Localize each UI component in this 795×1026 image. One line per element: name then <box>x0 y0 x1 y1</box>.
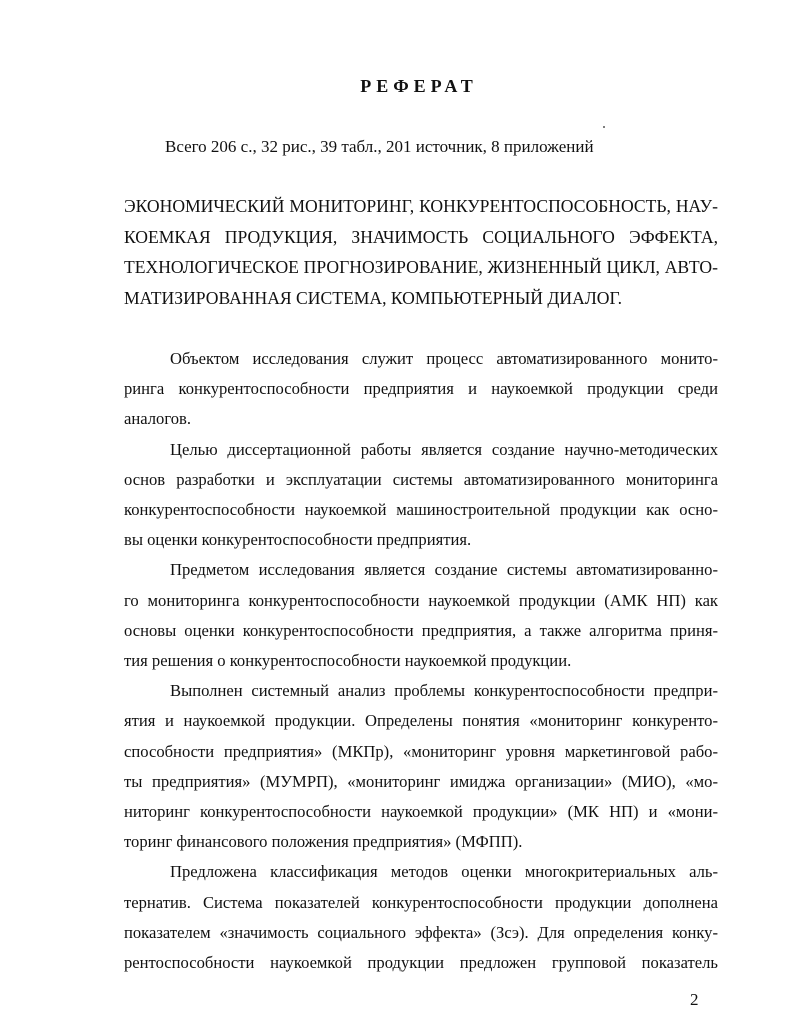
text-line: конкурентоспособности наукоемкой машиностроительной продукции как осно- <box>124 500 718 520</box>
text-line: основы оценки конкурентоспособности предприятия, а также алгоритма приня- <box>124 620 718 640</box>
text-line: показателем «значимость социального эффекта» (Зсэ). Для определения конку- <box>124 922 718 942</box>
text-line: рентоспособности наукоемкой продукции предложен групповой показатель <box>124 953 718 973</box>
text-line: ниторинг конкурентоспособности наукоемкой продукции» (МК НП) и «мони- <box>124 802 718 822</box>
text-line: способности предприятия» (МКПр), «мониторинг уровня маркетинговой рабо- <box>124 741 718 761</box>
text-line: ты предприятия» (МУМРП), «мониторинг имиджа организации» (МИО), «мо- <box>124 771 718 791</box>
text-line: го мониторинга конкурентоспособности наукоемкой продукции (АМК НП) как <box>124 590 718 610</box>
abstract-body <box>124 344 718 978</box>
text-line: Предметом исследования является создание системы автоматизированно- <box>170 560 718 580</box>
text-line: торинг финансового положения предприятия» (МФПП). <box>124 832 523 852</box>
text-line: основ разработки и эксплуатации системы автоматизированного мониторинга <box>124 469 718 489</box>
keywords-line: МАТИЗИРОВАННАЯ СИСТЕМА, КОМПЬЮТЕРНЫЙ ДИАЛОГ. <box>124 287 623 308</box>
text-line: Выполнен системный анализ проблемы конкурентоспособности предпри- <box>170 681 718 701</box>
text-line: Предложена классификация методов оценки многокритериальных аль- <box>170 862 718 882</box>
paragraph-classification <box>124 857 718 978</box>
scan-speck <box>603 126 605 128</box>
text-line: тернатив. Система показателей конкурентоспособности продукции дополнена <box>124 892 718 912</box>
keywords-line: КОЕМКАЯ ПРОДУКЦИЯ, ЗНАЧИМОСТЬ СОЦИАЛЬНОГО ЭФФЕКТА, <box>124 226 718 247</box>
text-line: вы оценки конкурентоспособности предприятия. <box>124 530 472 550</box>
summary-line: Всего 206 с., 32 рис., 39 табл., 201 источник, 8 приложений <box>165 137 594 156</box>
text-line: Целью диссертационной работы является создание научно-методических <box>170 439 718 459</box>
text-line: ринга конкурентоспособности предприятия и наукоемкой продукции среди <box>124 379 718 399</box>
page-number: 2 <box>690 990 699 1009</box>
text-line: тия решения о конкурентоспособности наукоемкой продукции. <box>124 651 572 671</box>
keywords-block <box>124 191 718 313</box>
text-line: ятия и наукоемкой продукции. Определены понятия «мониторинг конкуренто- <box>124 711 718 731</box>
text-line: Объектом исследования служит процесс автоматизированного монито- <box>170 349 718 368</box>
paragraph-goal <box>124 435 718 556</box>
page-title: РЕФЕРАТ <box>360 76 478 96</box>
paragraph-analysis <box>124 676 718 857</box>
text-line: аналогов. <box>124 409 192 429</box>
keywords-line: ТЕХНОЛОГИЧЕСКОЕ ПРОГНОЗИРОВАНИЕ, ЖИЗНЕННЫЙ ЦИКЛ, АВТО- <box>124 257 718 277</box>
keywords-line: ЭКОНОМИЧЕСКИЙ МОНИТОРИНГ, КОНКУРЕНТОСПОСОБНОСТЬ, НАУ- <box>124 196 718 216</box>
paragraph-object <box>124 344 718 435</box>
paragraph-subject <box>124 555 718 676</box>
